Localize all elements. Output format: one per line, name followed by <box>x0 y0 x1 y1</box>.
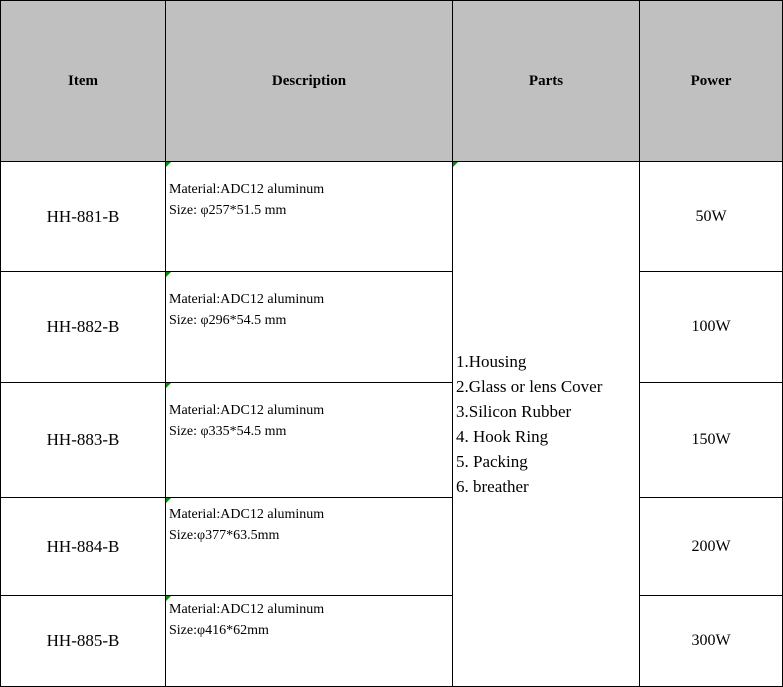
cell-marker-icon <box>453 162 458 167</box>
description-cell <box>166 498 453 596</box>
item-cell: HH-882-B <box>1 272 166 383</box>
header-row <box>1 1 783 162</box>
table-row <box>1 498 783 596</box>
parts-list-item: 6. breather <box>456 477 529 496</box>
size-text: Size: φ335*54.5 mm <box>169 424 287 439</box>
cell-marker-icon <box>166 162 171 167</box>
item-cell: HH-884-B <box>1 498 166 596</box>
power-cell: 50W <box>640 162 783 272</box>
material-text: Material:ADC12 aluminum <box>169 507 325 522</box>
cell-marker-icon <box>166 272 171 277</box>
parts-list-item: 5. Packing <box>456 452 528 471</box>
parts-list-item: 3.Silicon Rubber <box>456 402 572 421</box>
item-cell: HH-883-B <box>1 383 166 498</box>
material-text: Material:ADC12 aluminum <box>169 403 325 418</box>
header-parts: Parts <box>453 1 640 162</box>
size-text: Size:φ377*63.5mm <box>169 528 280 543</box>
table-row <box>1 383 783 498</box>
size-text: Size: φ296*54.5 mm <box>169 313 287 328</box>
cell-marker-icon <box>166 498 171 503</box>
size-text: Size:φ416*62mm <box>169 623 269 638</box>
header-power: Power <box>640 1 783 162</box>
power-cell: 200W <box>640 498 783 596</box>
material-text: Material:ADC12 aluminum <box>169 602 325 617</box>
material-text: Material:ADC12 aluminum <box>169 292 325 307</box>
power-cell: 100W <box>640 272 783 383</box>
item-cell: HH-885-B <box>1 596 166 687</box>
power-cell: 300W <box>640 596 783 687</box>
table-row <box>1 596 783 687</box>
description-cell <box>166 596 453 687</box>
size-text: Size: φ257*51.5 mm <box>169 203 287 218</box>
header-description: Description <box>166 1 453 162</box>
description-cell <box>166 162 453 272</box>
description-cell <box>166 383 453 498</box>
cell-marker-icon <box>166 596 171 601</box>
parts-list-item: 1.Housing <box>456 352 527 371</box>
parts-cell <box>453 162 640 687</box>
power-cell: 150W <box>640 383 783 498</box>
table-row <box>1 162 783 272</box>
cell-marker-icon <box>166 383 171 388</box>
description-cell <box>166 272 453 383</box>
material-text: Material:ADC12 aluminum <box>169 182 325 197</box>
table-row <box>1 272 783 383</box>
item-cell: HH-881-B <box>1 162 166 272</box>
header-item: Item <box>1 1 166 162</box>
parts-list-item: 2.Glass or lens Cover <box>456 377 603 396</box>
parts-list-item: 4. Hook Ring <box>456 427 549 446</box>
